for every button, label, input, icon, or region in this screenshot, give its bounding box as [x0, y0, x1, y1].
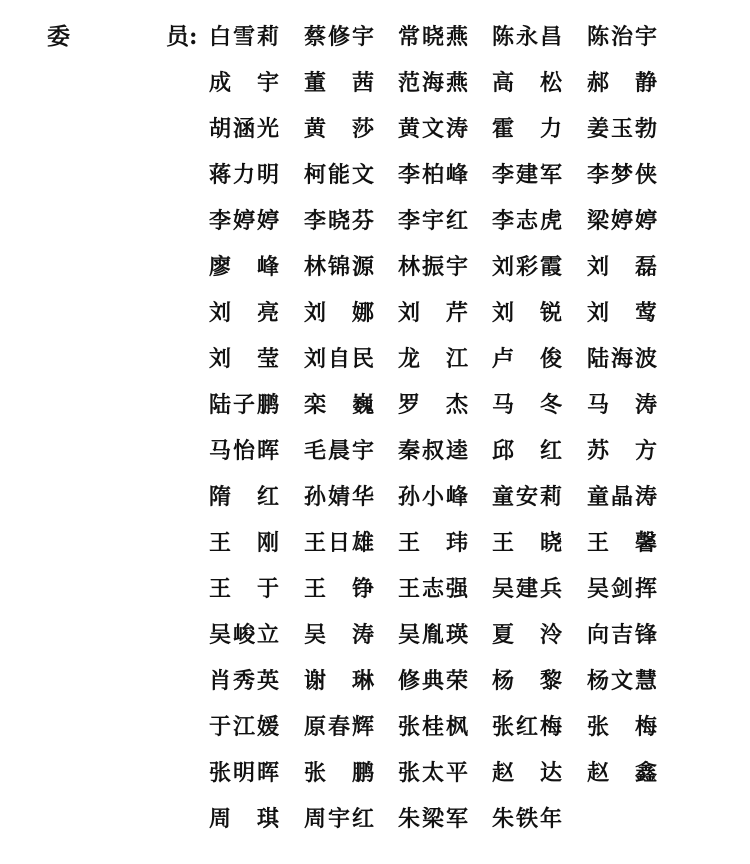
member-name-text: 刘 芹: [398, 300, 468, 326]
member-name: [304, 114, 374, 144]
member-name-text: 邱 红: [492, 438, 562, 464]
member-row: [209, 574, 729, 620]
member-name-text: 霍 力: [492, 116, 562, 142]
member-row: [209, 114, 729, 160]
member-name: [304, 620, 374, 650]
member-name: [209, 758, 279, 788]
member-name-text: 孙 婧 华: [304, 484, 374, 510]
member-name: [398, 482, 468, 512]
member-name-text: 黄 文 涛: [398, 116, 468, 142]
member-name: [304, 298, 374, 328]
member-name-text: 张 桂 枫: [398, 714, 468, 740]
role-label-char-2: 员:: [166, 23, 198, 50]
member-name: [492, 390, 562, 420]
member-name: [398, 574, 468, 604]
member-row: [209, 160, 729, 206]
member-name: [304, 436, 374, 466]
member-name-text: 陈 治 宇: [587, 24, 657, 50]
member-name-text: 刘 莺: [587, 300, 657, 326]
member-name-text: 赵 达: [492, 760, 562, 786]
member-name: [587, 298, 657, 328]
member-name-text: 王 馨: [587, 530, 657, 556]
member-name-text: 刘 自 民: [304, 346, 374, 372]
member-name: [304, 68, 374, 98]
member-row: [209, 804, 729, 850]
member-name: [492, 160, 562, 190]
member-name-text: 范 海 燕: [398, 70, 468, 96]
member-name: [587, 666, 657, 696]
member-name-text: 张 太 平: [398, 760, 468, 786]
member-name-text: 王 志 强: [398, 576, 468, 602]
member-name: [209, 482, 279, 512]
member-name-text: 秦 叔 逵: [398, 438, 468, 464]
member-name: [492, 114, 562, 144]
member-name-text: 苏 方: [587, 438, 657, 464]
member-name-text: 张 红 梅: [492, 714, 562, 740]
member-name-text: 杨 文 慧: [587, 668, 657, 694]
member-name: [587, 620, 657, 650]
member-name-text: 毛 晨 宇: [304, 438, 374, 464]
member-name-text: 林 锦 源: [304, 254, 374, 280]
member-name: [398, 22, 468, 52]
member-name: [209, 528, 279, 558]
member-name: [587, 482, 657, 512]
member-name-text: 胡 涵 光: [209, 116, 279, 142]
member-name-text: 李 柏 峰: [398, 162, 468, 188]
member-row: [209, 344, 729, 390]
member-name-text: 王 刚: [209, 530, 279, 556]
member-name-text: 周 宇 红: [304, 806, 374, 832]
member-name: [492, 804, 562, 834]
member-name-text: 姜 玉 勃: [587, 116, 657, 142]
member-name-text: 卢 俊: [492, 346, 562, 372]
member-name-text: 吴 胤 瑛: [398, 622, 468, 648]
member-name: [492, 528, 562, 558]
member-name: [304, 206, 374, 236]
member-name: [492, 620, 562, 650]
member-name-text: 谢 琳: [304, 668, 374, 694]
member-name: [304, 482, 374, 512]
member-name-text: 蔡 修 宇: [304, 24, 374, 50]
member-name-text: 白 雪 莉: [209, 24, 279, 50]
member-name-text: 陈 永 昌: [492, 24, 562, 50]
member-name-text: 夏 泠: [492, 622, 562, 648]
member-name: [209, 804, 279, 834]
member-name-text: 李 晓 芬: [304, 208, 374, 234]
member-row: [209, 712, 729, 758]
member-name: [304, 344, 374, 374]
member-row: [209, 666, 729, 712]
member-name: [492, 298, 562, 328]
member-row: [209, 390, 729, 436]
member-name: [492, 574, 562, 604]
member-name: [492, 206, 562, 236]
member-name: [492, 436, 562, 466]
member-name-text: 高 松: [492, 70, 562, 96]
member-name: [209, 252, 279, 282]
member-name: [398, 758, 468, 788]
member-name: [304, 804, 374, 834]
member-name: [209, 114, 279, 144]
member-name-grid: [209, 22, 729, 850]
member-name-text: 吴 涛: [304, 622, 374, 648]
member-name: [587, 436, 657, 466]
member-name: [398, 528, 468, 558]
member-name-text: 童 安 莉: [492, 484, 562, 510]
member-name-text: 马 怡 晖: [209, 438, 279, 464]
member-name-text: 李 宇 红: [398, 208, 468, 234]
member-name-text: 张 鹏: [304, 760, 374, 786]
member-name: [398, 114, 468, 144]
member-name: [304, 160, 374, 190]
member-name: [398, 68, 468, 98]
member-name: [304, 574, 374, 604]
member-name-text: 王 铮: [304, 576, 374, 602]
member-name-text: 王 玮: [398, 530, 468, 556]
member-row: [209, 68, 729, 114]
member-name: [209, 666, 279, 696]
member-name-text: 栾 巍: [304, 392, 374, 418]
member-name-text: 董 茜: [304, 70, 374, 96]
member-name: [209, 68, 279, 98]
member-name: [398, 436, 468, 466]
role-label-char-1: 委: [47, 23, 70, 50]
member-name-text: 刘 莹: [209, 346, 279, 372]
member-name-text: 蒋 力 明: [209, 162, 279, 188]
member-name-text: 张 明 晖: [209, 760, 279, 786]
member-name: [587, 758, 657, 788]
member-name-text: 隋 红: [209, 484, 279, 510]
member-name-text: 原 春 辉: [304, 714, 374, 740]
member-name-text: 童 晶 涛: [587, 484, 657, 510]
member-name: [492, 482, 562, 512]
member-name-text: 刘 彩 霞: [492, 254, 562, 280]
member-name: [398, 344, 468, 374]
member-name-text: 罗 杰: [398, 392, 468, 418]
member-name-text: 吴 建 兵: [492, 576, 562, 602]
member-name-text: 王 于: [209, 576, 279, 602]
member-name: [492, 252, 562, 282]
member-name: [398, 252, 468, 282]
member-name: [209, 712, 279, 742]
member-name: [209, 390, 279, 420]
member-name-text: 李 梦 侠: [587, 162, 657, 188]
member-row: [209, 436, 729, 482]
member-name: [587, 114, 657, 144]
member-name-text: 黄 莎: [304, 116, 374, 142]
member-name: [209, 206, 279, 236]
member-row: [209, 758, 729, 804]
member-name: [209, 574, 279, 604]
member-name-text: 修 典 荣: [398, 668, 468, 694]
member-name-text: 王 晓: [492, 530, 562, 556]
member-name: [587, 344, 657, 374]
member-name: [587, 390, 657, 420]
member-name-text: 吴 剑 挥: [587, 576, 657, 602]
member-name: [398, 712, 468, 742]
member-name-text: 朱 铁 年: [492, 806, 562, 832]
member-name: [209, 344, 279, 374]
member-name-text: 成 宇: [209, 70, 279, 96]
member-name-text: 李 志 虎: [492, 208, 562, 234]
member-name-text: 吴 峻 立: [209, 622, 279, 648]
member-name: [492, 22, 562, 52]
member-name-text: 孙 小 峰: [398, 484, 468, 510]
member-name-text: 陆 子 鹏: [209, 392, 279, 418]
member-name: [209, 22, 279, 52]
member-name-text: 王 日 雄: [304, 530, 374, 556]
member-name: [398, 804, 468, 834]
member-name: [587, 206, 657, 236]
member-name-text: 廖 峰: [209, 254, 279, 280]
member-name-text: 杨 黎: [492, 668, 562, 694]
member-name-text: 梁 婷 婷: [587, 208, 657, 234]
member-name-text: 龙 江: [398, 346, 468, 372]
member-name: [209, 620, 279, 650]
member-name-text: 马 涛: [587, 392, 657, 418]
member-name-text: 柯 能 文: [304, 162, 374, 188]
member-name: [209, 160, 279, 190]
member-name: [587, 160, 657, 190]
member-name: [304, 666, 374, 696]
member-name: [304, 758, 374, 788]
member-name: [209, 436, 279, 466]
member-name-text: 周 琪: [209, 806, 279, 832]
member-name: [304, 22, 374, 52]
member-name-text: 李 建 军: [492, 162, 562, 188]
member-name: [304, 390, 374, 420]
member-name: [587, 22, 657, 52]
member-name-text: 郝 静: [587, 70, 657, 96]
member-name: [587, 528, 657, 558]
member-row: [209, 206, 729, 252]
member-name-text: 朱 梁 军: [398, 806, 468, 832]
member-name-text: 赵 鑫: [587, 760, 657, 786]
member-name: [587, 68, 657, 98]
member-name: [587, 712, 657, 742]
member-row: [209, 620, 729, 666]
member-name: [492, 344, 562, 374]
member-row: [209, 528, 729, 574]
member-name-text: 马 冬: [492, 392, 562, 418]
member-name-text: 刘 锐: [492, 300, 562, 326]
member-name: [492, 758, 562, 788]
member-name-text: 刘 亮: [209, 300, 279, 326]
member-name: [587, 574, 657, 604]
member-name: [398, 160, 468, 190]
member-name-text: 张 梅: [587, 714, 657, 740]
member-name-text: 常 晓 燕: [398, 24, 468, 50]
member-name-text: 林 振 宇: [398, 254, 468, 280]
member-row: [209, 22, 729, 68]
member-name: [304, 252, 374, 282]
member-name: [492, 68, 562, 98]
member-name: [492, 712, 562, 742]
member-name-text: 肖 秀 英: [209, 668, 279, 694]
member-name: [587, 252, 657, 282]
member-name: [398, 390, 468, 420]
member-name-text: 于 江 媛: [209, 714, 279, 740]
member-name: [304, 712, 374, 742]
member-name-text: 李 婷 婷: [209, 208, 279, 234]
member-name: [209, 298, 279, 328]
member-name: [398, 666, 468, 696]
member-row: [209, 298, 729, 344]
member-name: [398, 620, 468, 650]
member-name: [398, 206, 468, 236]
member-name-text: 向 吉 锋: [587, 622, 657, 648]
member-row: [209, 252, 729, 298]
member-name-text: 刘 娜: [304, 300, 374, 326]
member-row: [209, 482, 729, 528]
member-name-text: 刘 磊: [587, 254, 657, 280]
member-name-text: 陆 海 波: [587, 346, 657, 372]
member-name: [398, 298, 468, 328]
member-name: [492, 666, 562, 696]
member-name: [304, 528, 374, 558]
